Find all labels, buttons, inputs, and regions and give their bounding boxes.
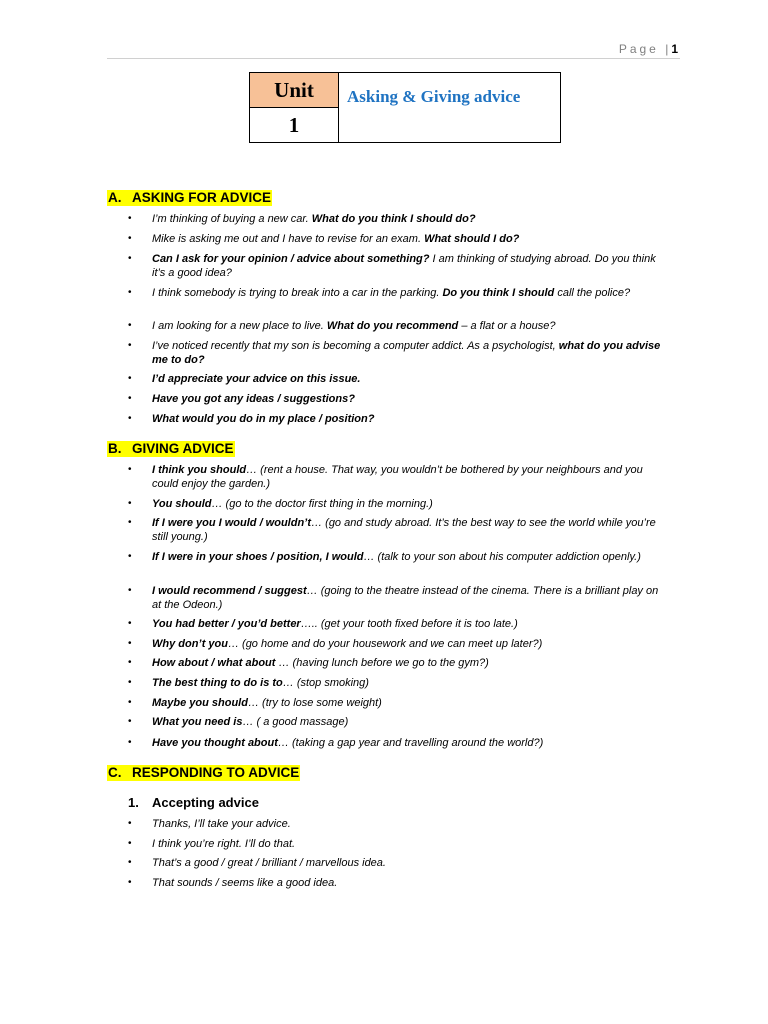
- item-text: … (go to the doctor first thing in the morning.): [211, 498, 433, 510]
- item-bold-text: The best thing to do is to: [152, 677, 283, 689]
- item-text: … (having lunch before we go to the gym?): [275, 657, 489, 669]
- item-bold-text: Do you think I should: [442, 287, 555, 299]
- item-text: … (talk to your son about his computer addiction openly.): [363, 551, 641, 563]
- bullet-icon: •: [128, 213, 132, 224]
- list-item: [128, 286, 668, 300]
- list-item: [128, 637, 668, 651]
- list-item: [128, 876, 668, 890]
- item-text: I think you’re right. I’ll do that.: [152, 838, 296, 850]
- list-item: [128, 212, 668, 226]
- section-a-letter: A.: [108, 190, 122, 205]
- item-bold-text: How about / what about: [152, 657, 276, 669]
- item-bold-text: What do you recommend: [326, 320, 459, 332]
- page-number: 1: [671, 42, 678, 56]
- item-text: Thanks, I’ll take your advice.: [152, 818, 291, 830]
- bullet-icon: •: [128, 413, 132, 424]
- page-word: Page: [618, 42, 659, 56]
- list-item: [128, 837, 668, 851]
- list-item: [128, 232, 668, 246]
- list-item: [128, 252, 668, 280]
- list-item: [128, 696, 668, 710]
- item-bold-text: Have you got any ideas / suggestions?: [152, 393, 355, 405]
- unit-title: Asking & Giving advice: [347, 87, 521, 106]
- section-c-title: RESPONDING TO ADVICE: [132, 765, 300, 780]
- bullet-icon: •: [128, 838, 132, 849]
- item-text: … (go home and do your housework and we can meet up later?): [227, 638, 543, 650]
- item-bold-text: You should: [152, 498, 212, 510]
- list-item: [128, 736, 668, 750]
- item-bold-text: what do you advise me to do?: [152, 340, 661, 366]
- item-bold-text: Why don’t you: [152, 638, 228, 650]
- item-text: I’m thinking of buying a new car.: [152, 213, 312, 225]
- list-item: [128, 856, 668, 870]
- list-item: [128, 463, 668, 491]
- list-item: [128, 550, 668, 564]
- bullet-icon: •: [128, 498, 132, 509]
- item-bold-text: What do you think I should do?: [311, 213, 476, 225]
- list-item: [128, 584, 668, 612]
- section-b-title: GIVING ADVICE: [132, 441, 234, 456]
- list-item: [128, 372, 668, 386]
- list-item: [128, 319, 668, 333]
- item-text: That sounds / seems like a good idea.: [152, 877, 338, 889]
- bullet-icon: •: [128, 340, 132, 351]
- item-text: call the police?: [554, 287, 631, 299]
- item-text: Mike is asking me out and I have to revise for an exam.: [152, 233, 425, 245]
- item-bold-text: You had better / you’d better: [152, 618, 301, 630]
- item-text: That’s a good / great / brilliant / marvellous idea.: [152, 857, 386, 869]
- item-bold-text: Have you thought about: [152, 737, 278, 749]
- item-text: … ( a good massage): [242, 716, 349, 728]
- bullet-icon: •: [128, 737, 132, 748]
- item-text: … (go and study abroad. It’s the best way to see the world while you’re still young.): [152, 517, 656, 543]
- bullet-icon: •: [128, 464, 132, 475]
- unit-label: Unit: [250, 73, 338, 108]
- item-bold-text: I think you should: [152, 464, 247, 476]
- list-item: [128, 392, 668, 406]
- subsection-number: 1.: [128, 795, 139, 810]
- section-b-heading: [107, 441, 235, 457]
- unit-number: 1: [288, 112, 300, 137]
- page-header: [619, 42, 678, 56]
- bullet-icon: •: [128, 657, 132, 668]
- item-bold-text: Can I ask for your opinion / advice about something?: [152, 253, 430, 265]
- list-item: [128, 617, 668, 631]
- list-item: [128, 516, 668, 544]
- section-a-title: ASKING FOR ADVICE: [132, 190, 272, 205]
- section-b-letter: B.: [108, 441, 122, 456]
- bullet-icon: •: [128, 585, 132, 596]
- bullet-icon: •: [128, 877, 132, 888]
- list-item: [128, 656, 668, 670]
- item-text: … (try to lose some weight): [247, 697, 382, 709]
- bullet-icon: •: [128, 638, 132, 649]
- subsection-title: Accepting advice: [152, 795, 259, 810]
- bullet-icon: •: [128, 857, 132, 868]
- bullet-icon: •: [128, 233, 132, 244]
- bullet-icon: •: [128, 373, 132, 384]
- bullet-icon: •: [128, 287, 132, 298]
- list-item: [128, 339, 668, 367]
- item-text: … (taking a gap year and travelling around the world?): [277, 737, 544, 749]
- list-item: [128, 497, 668, 511]
- bullet-icon: •: [128, 253, 132, 264]
- section-c-letter: C.: [108, 765, 122, 780]
- bullet-icon: •: [128, 517, 132, 528]
- unit-title-table: [249, 72, 561, 143]
- item-bold-text: I would recommend / suggest: [152, 585, 307, 597]
- bullet-icon: •: [128, 393, 132, 404]
- item-text: … (rent a house. That way, you wouldn’t be bothered by your neighbours and you could enjoy the garden.): [152, 464, 643, 490]
- bullet-icon: •: [128, 618, 132, 629]
- bullet-icon: •: [128, 551, 132, 562]
- item-bold-text: If I were you I would / wouldn’t: [152, 517, 312, 529]
- item-bold-text: What should I do?: [424, 233, 520, 245]
- item-bold-text: I’d appreciate your advice on this issue.: [152, 373, 361, 385]
- header-rule: [107, 58, 680, 59]
- list-item: [128, 676, 668, 690]
- item-text: … (going to the theatre instead of the cinema. There is a brilliant play on at the Odeon.): [152, 585, 659, 611]
- list-item: [128, 715, 668, 729]
- list-item: [128, 817, 668, 831]
- item-bold-text: If I were in your shoes / position, I would: [152, 551, 364, 563]
- item-text: – a flat or a house?: [458, 320, 556, 332]
- subsection-heading: [128, 795, 259, 810]
- unit-cell: [250, 73, 339, 142]
- section-c-heading: [107, 765, 300, 781]
- item-bold-text: What would you do in my place / position?: [152, 413, 375, 425]
- item-text: I am thinking of studying abroad. Do you think it’s a good idea?: [152, 253, 656, 279]
- item-text: ….. (get your tooth fixed before it is too late.): [300, 618, 518, 630]
- page-separator: |: [665, 42, 672, 56]
- item-text: I’ve noticed recently that my son is becoming a computer addict. As a psychologist,: [152, 340, 559, 352]
- bullet-icon: •: [128, 818, 132, 829]
- bullet-icon: •: [128, 677, 132, 688]
- section-a-heading: [107, 190, 272, 206]
- bullet-icon: •: [128, 716, 132, 727]
- item-bold-text: What you need is: [152, 716, 243, 728]
- bullet-icon: •: [128, 320, 132, 331]
- item-text: … (stop smoking): [282, 677, 369, 689]
- item-text: I am looking for a new place to live.: [152, 320, 327, 332]
- bullet-icon: •: [128, 697, 132, 708]
- item-bold-text: Maybe you should: [152, 697, 248, 709]
- list-item: [128, 412, 668, 426]
- item-text: I think somebody is trying to break into a car in the parking.: [152, 287, 443, 299]
